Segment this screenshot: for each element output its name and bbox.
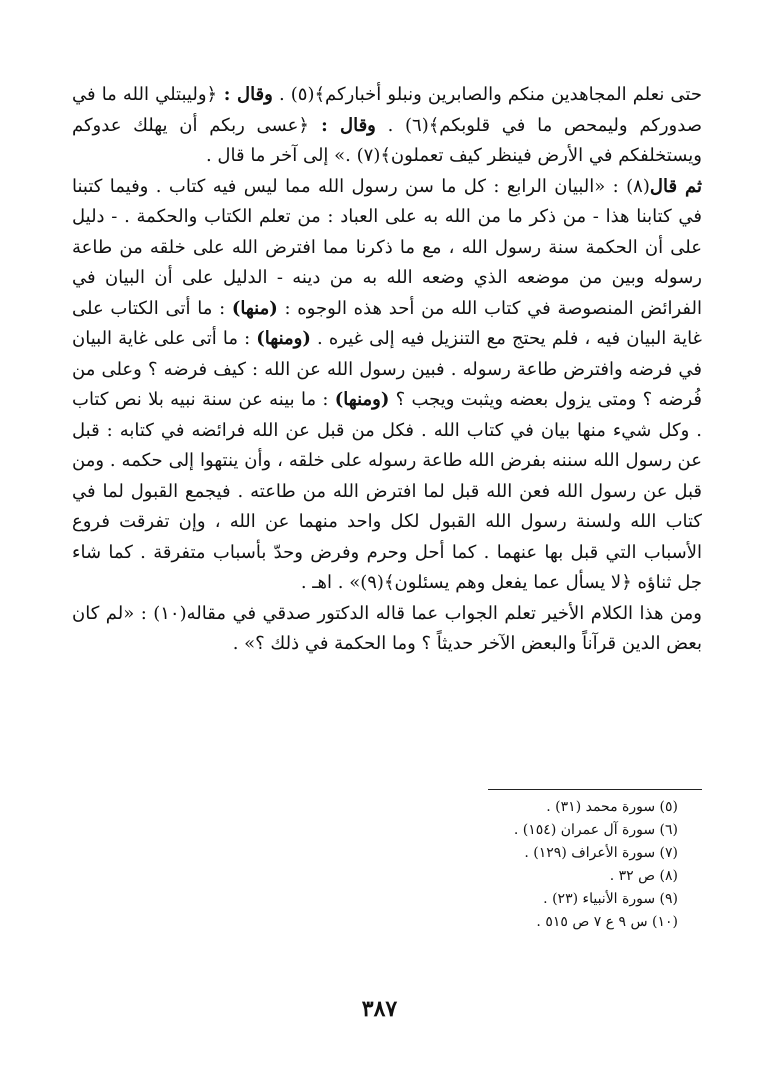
footnote: (٦) سورة آل عمران (١٥٤) . <box>513 822 678 838</box>
page-number: ٣٨٧ <box>361 996 398 1022</box>
footnote: (٩) سورة الأنبياء (٢٣) . <box>543 891 678 907</box>
paragraph-2 <box>72 172 702 599</box>
footnote: (٨) ص ٣٢ . <box>609 868 678 884</box>
text-segment: ﴿وليبتلي الله ما في صدوركم وليمحص ما في قلوبكم﴾(٦) . <box>72 84 702 136</box>
text-segment: : ما بينه عن سنة نبيه بلا نص كتاب . وكل شيء منها بيان في كتاب الله . فكل من قبل عن الله فرائضه في كتابه : قبل عن رسول الله سننه بفرض الله طاعة رسوله على خلقه ، وأن ينتهوا إلى حكمه . ومن قبل عن رسول الله فعن الله قبل لما افترض الله من طاعته . فيجمع القبول لما في كتاب الله ولسنة رسول الله القبول لكل واحد منهما عن الله ، وإن تفرقت فروع الأسباب التي قبل بها عنهما . كما أحل وحرم وفرض وحدّ بأسباب متفرقة . كما شاء جل ثناؤه ﴿لا يسأل عما يفعل وهم يسئلون﴾(٩)» . اهـ . <box>72 389 702 593</box>
bold-label: ثم قال <box>649 175 702 197</box>
footnote: (٧) سورة الأعراف (١٢٩) . <box>524 845 678 861</box>
text-segment: : ما أتى الكتاب على غاية البيان فيه ، فلم يحتج مع التنزيل فيه إلى غيره . <box>72 297 702 349</box>
footnote: (١٠) س ٩ ع ٧ ص ٥١٥ . <box>536 914 678 930</box>
footnote: (٥) سورة محمد (٣١) . <box>546 799 678 815</box>
footnote-divider <box>488 789 702 790</box>
paragraph-1 <box>72 80 702 172</box>
paragraph-3: ومن هذا الكلام الأخير تعلم الجواب عما قاله الدكتور صدقي في مقاله(١٠) : «لم كان بعض الدين قرآناً والبعض الآخر حديثاً ؟ وما الحكمة في ذلك ؟» . <box>72 602 702 654</box>
bold-label: (منها) <box>231 297 278 319</box>
text-segment: حتى نعلم المجاهدين منكم والصابرين ونبلو أخباركم﴾(٥) . <box>272 84 702 105</box>
text-segment: (٨) : «البيان الرابع : كل ما سن رسول الله مما ليس فيه كتاب . وفيما كتبنا في كتابنا هذا - من ذكر ما من الله به على العباد : من تعلم الكتاب والحكمة . - دليل على أن الحكمة سنة رسول الله ، مع ما ذكرنا مما افترض الله على خلقه من طاعة رسوله وبين من موضعه الذي وضعه الله به من دينه - الدليل على أن البيان في الفرائض المنصوصة في كتاب الله من أحد هذه الوجوه : <box>72 175 702 319</box>
bold-label: وقال : <box>217 84 273 105</box>
text-segment: ﴿عسى ربكم أن يهلك عدوكم ويستخلفكم في الأرض فينظر كيف تعملون﴾(٧) .» إلى آخر ما قال . <box>72 114 702 166</box>
text-segment: : ما أتى على غاية البيان في فرضه وافترض طاعة رسوله . فبين رسول الله عن الله : كيف فرضه ؟ وعلى من فُرضه ؟ ومتى يزول بعضه ويثبت ويجب ؟ <box>72 328 702 410</box>
bold-label: (ومنها) <box>256 328 311 349</box>
main-text <box>72 80 702 660</box>
footnotes <box>420 796 678 934</box>
bold-label: وقال : <box>308 114 376 136</box>
bold-label: (ومنها) <box>334 389 390 410</box>
